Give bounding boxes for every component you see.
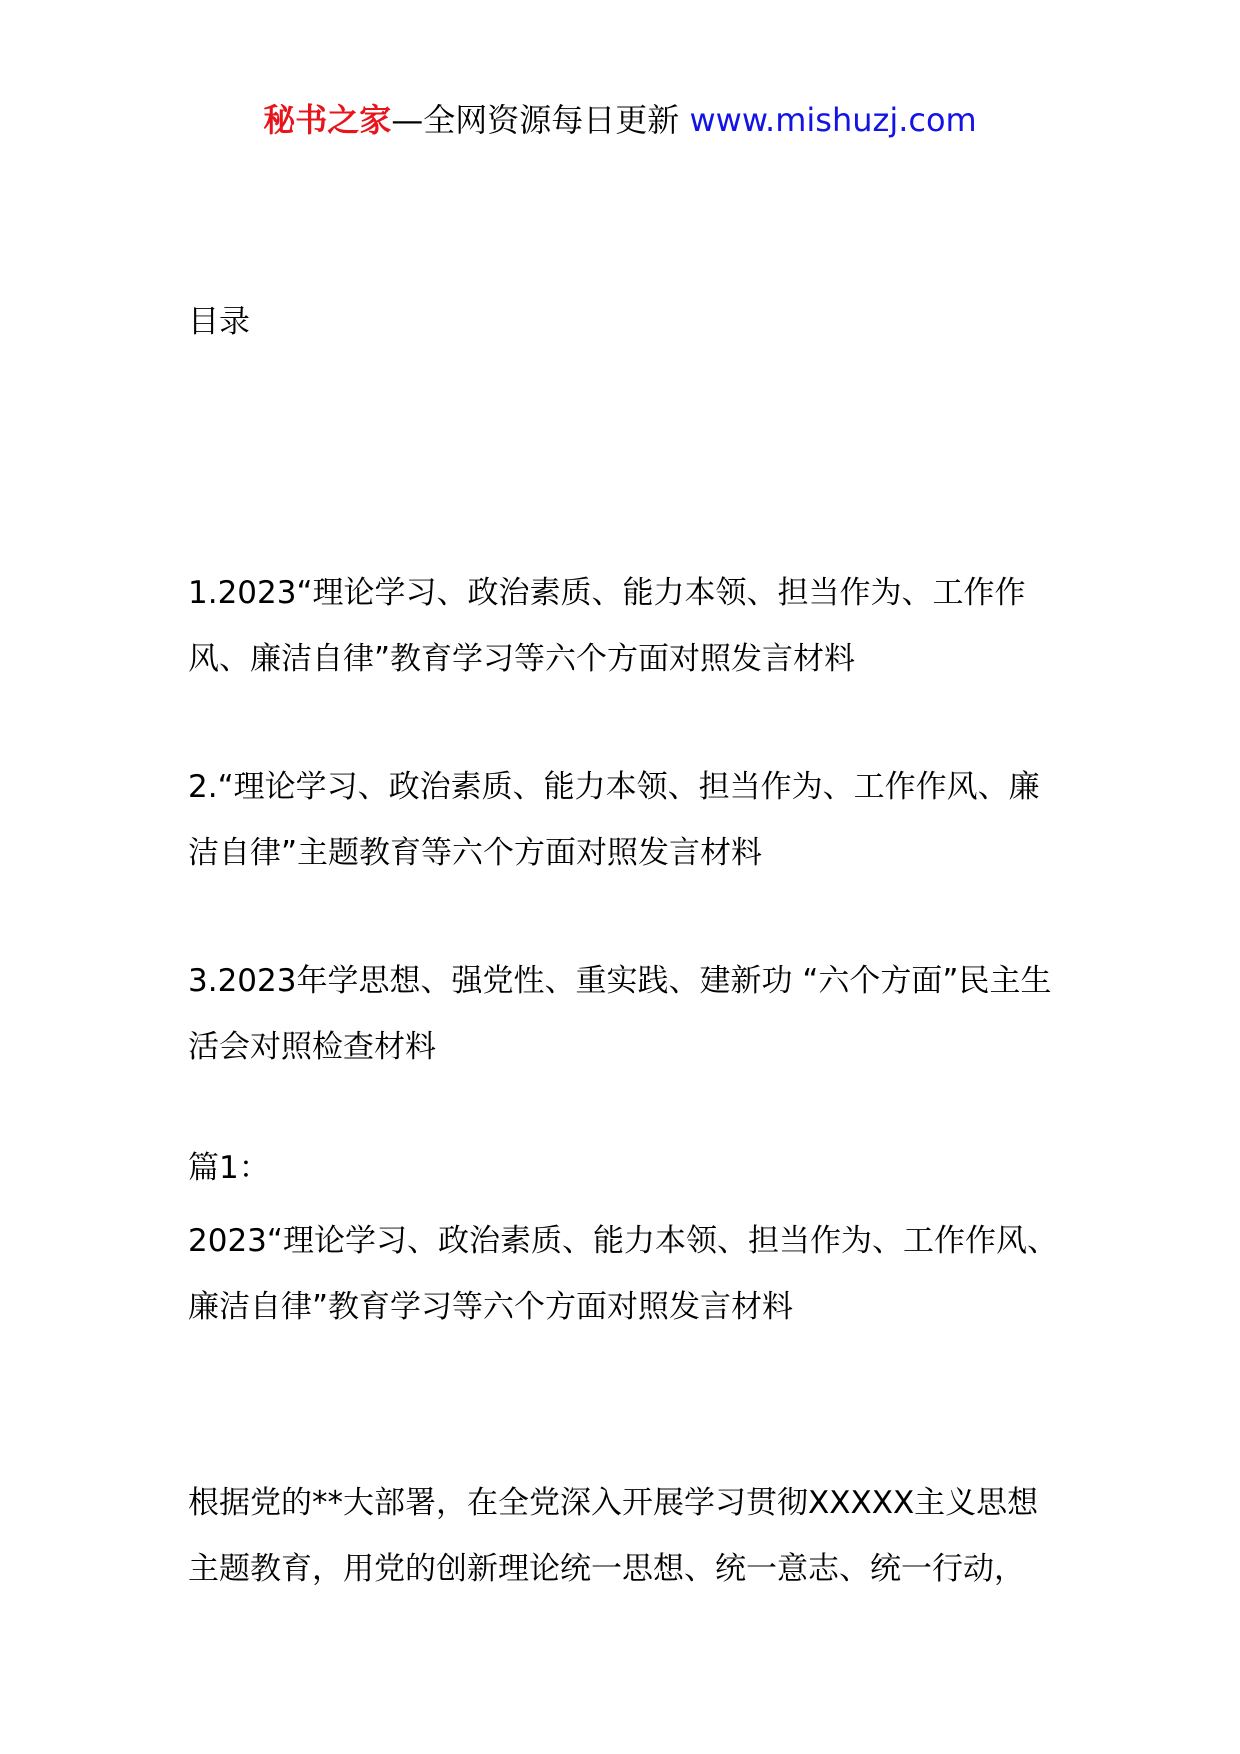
toc-heading: 目录 (188, 304, 250, 340)
body-line: 根据党的**大部署，在全党深入开展学习贯彻XXXXX主义思想 (188, 1485, 1039, 1521)
table-of-contents (188, 560, 1068, 1142)
header-banner (0, 96, 1240, 144)
toc-item-1[interactable]: 1.2023“理论学习、政治素质、能力本领、担当作为、工作作风、廉洁自律”教育学习等六个方面对照发言材料 (188, 575, 1026, 677)
toc-item-2[interactable]: 2.“理论学习、政治素质、能力本领、担当作为、工作作风、廉洁自律”主题教育等六个方面对照发言材料 (188, 769, 1040, 871)
toc-item-3[interactable]: 3.2023年学思想、强党性、重实践、建新功 “六个方面”民主生活会对照检查材料 (188, 963, 1052, 1065)
brand-name: 秘书之家 (263, 101, 392, 139)
header-tagline: —全网资源每日更新 (391, 101, 680, 139)
section-title: 2023“理论学习、政治素质、能力本领、担当作为、工作作风、廉洁自律”教育学习等六个方面对照发言材料 (188, 1223, 1058, 1325)
section-label: 篇1： (188, 1150, 270, 1186)
body-paragraph (188, 1470, 1068, 1602)
website-link[interactable]: www.mishuzj.com (689, 101, 977, 139)
body-line: 主题教育，用党的创新理论统一思想、统一意志、统一行动， (188, 1551, 1025, 1587)
